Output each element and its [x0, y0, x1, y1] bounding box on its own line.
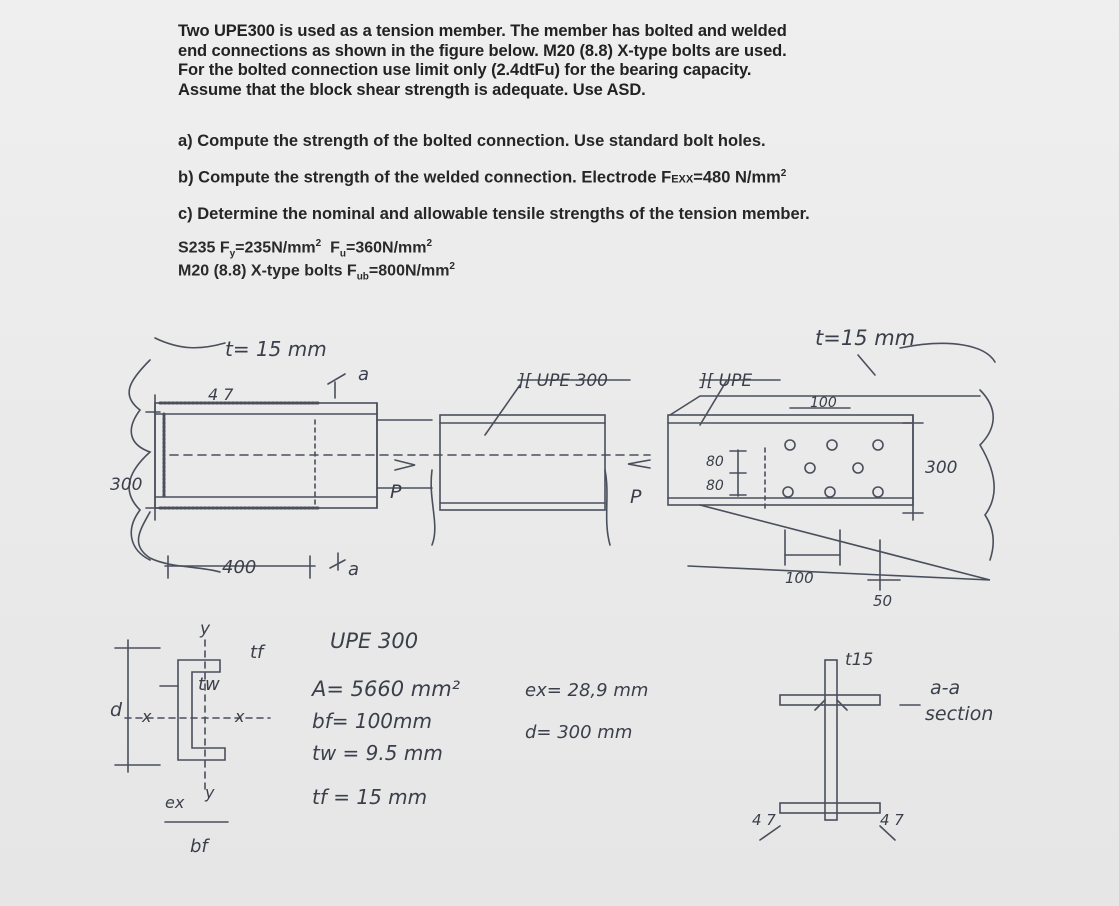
middle-upe-label: ][ UPE 300 [518, 371, 608, 391]
right-break-line [980, 390, 994, 560]
section-x1-label: x [142, 707, 152, 726]
right-P-label: P [630, 486, 642, 508]
intro-line-4: Assume that the block shear strength is adequate. Use ASD. [178, 80, 646, 99]
upe-leader [485, 385, 520, 435]
right-gusset-outline [688, 505, 990, 580]
aa-t-label: t15 [845, 650, 874, 670]
left-weld-label: 4 7 [208, 385, 234, 404]
right-member [668, 415, 913, 505]
plate-flange [780, 695, 880, 705]
section-d-label: d [110, 699, 123, 721]
left-400-label: 400 [222, 557, 257, 578]
right-80a-label: 80 [706, 454, 724, 470]
left-t-label: t= 15 mm [225, 337, 327, 361]
left-a2-label: a [348, 559, 360, 580]
left-P-label: P [390, 481, 402, 503]
props-title: UPE 300 [330, 629, 419, 653]
left-break-bottom [138, 512, 220, 572]
bolt [783, 487, 793, 497]
right-upe-label: ][ UPE [700, 371, 753, 391]
middle-member [440, 415, 605, 510]
left-break-line [129, 360, 150, 560]
left-300-label: 300 [110, 475, 143, 495]
left-a-label: a [358, 364, 370, 385]
section-a-top-mark [328, 374, 345, 398]
intro-line-3: For the bolted connection use limit only (2.4dtFu) for the bearing capacity. [178, 61, 752, 79]
bolt [873, 440, 883, 450]
part-a: a) Compute the strength of the bolted connection. Use standard bolt holes. [178, 132, 766, 150]
left-t-leader [155, 338, 225, 348]
section-y-label: y [200, 619, 211, 639]
bolt [853, 463, 863, 473]
prop-d: d= 300 mm [525, 722, 633, 743]
bolt [827, 440, 837, 450]
prop-tf: tf = 15 mm [312, 785, 428, 809]
right-t-label: t=15 mm [815, 326, 916, 350]
left-force-arrow [395, 460, 415, 470]
material-line-2: M20 (8.8) X-type bolts $F_{ub}=800N/mm^2$ [178, 261, 455, 283]
material-line-1: S235 $F_y=235N/mm^2$ $F_u=360N/mm^2$ [178, 238, 433, 260]
right-50-label: 50 [873, 592, 893, 610]
bolt [873, 487, 883, 497]
section-a-bottom-mark [330, 553, 345, 570]
section-x2-label: x [235, 707, 245, 726]
part-c: c) Determine the nominal and allowable tensile strengths of the tension member. [178, 205, 810, 223]
plate-web [825, 660, 837, 820]
aa-section-label-2: section [925, 703, 994, 725]
section-tw-label: tw [198, 674, 220, 695]
aa-section-label: a-a [930, 677, 961, 699]
right-300-label: 300 [925, 458, 958, 478]
intro-line-1: Two UPE300 is used as a tension member. The member has bolted and welded [178, 22, 787, 40]
right-100-bottom-label: 100 [785, 569, 814, 587]
part-b: b) Compute the strength of the welded connection. Electrode FEXX=480 $N/mm^2$ [178, 168, 787, 187]
right-100-top-label: 100 [810, 395, 837, 411]
aa-weld-right-label: 4 7 [880, 811, 904, 829]
middle-break-left [431, 470, 435, 545]
prop-bf: bf= 100mm [312, 709, 432, 733]
prop-area: A= 5660 mm² [312, 677, 461, 701]
section-ex-label: ex [165, 793, 185, 812]
section-bf-label: bf [190, 836, 208, 857]
right-80b-label: 80 [706, 478, 724, 494]
bolt [785, 440, 795, 450]
prop-tw: tw = 9.5 mm [312, 741, 443, 765]
section-y2-label: y [205, 783, 215, 802]
bolt-group [783, 440, 883, 497]
aa-weld-left-label: 4 7 [752, 811, 776, 829]
bolt [805, 463, 815, 473]
bolt [825, 487, 835, 497]
intro-line-2: end connections as shown in the figure below. M20 (8.8) X-type bolts are used. [178, 41, 787, 60]
section-tf-label: tf [250, 642, 264, 663]
right-force-arrow [628, 460, 650, 468]
prop-ex: ex= 28,9 mm [525, 680, 649, 701]
